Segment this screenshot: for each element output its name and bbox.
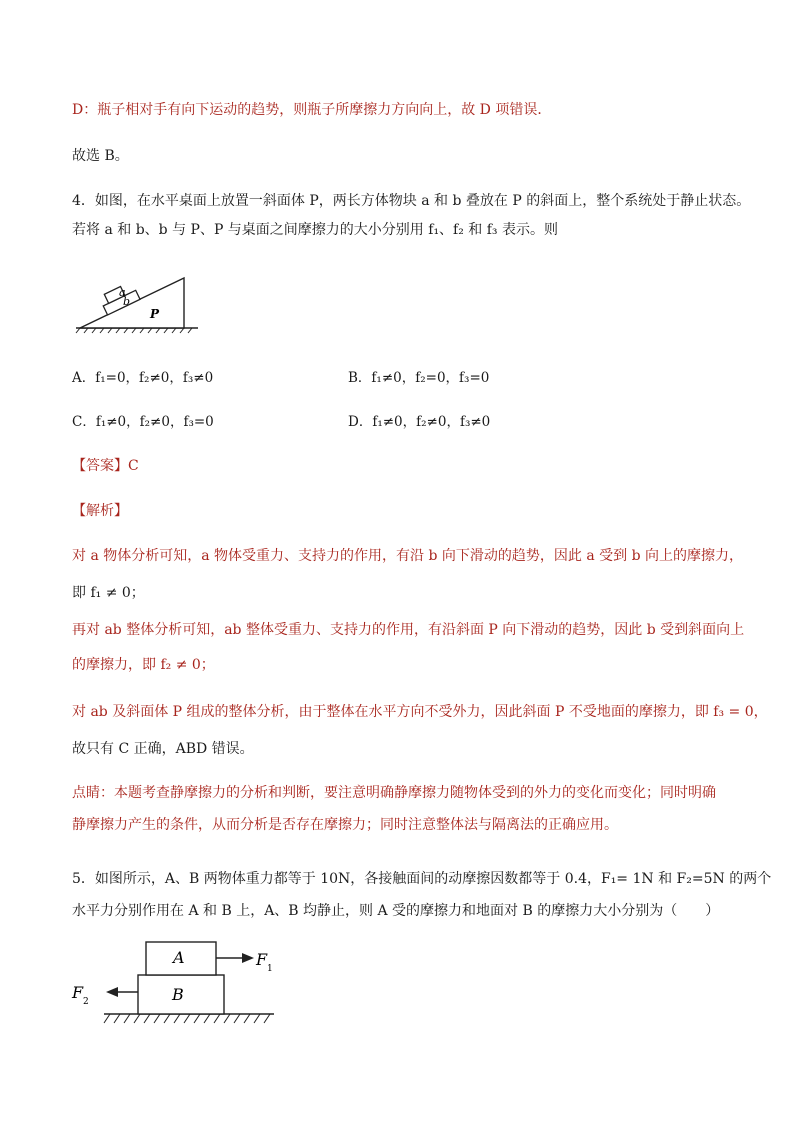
- q4-label-b: b: [123, 295, 131, 308]
- q4-analysis-line3: 再对 ab 整体分析可知，ab 整体受重力、支持力的作用，有沿斜面 P 向下滑动的趋势，因此 b 受到斜面向上: [72, 622, 745, 638]
- q5-label-f1-sub: 1: [267, 964, 273, 974]
- q5-blocks-figure: [70, 935, 280, 1030]
- q5-label-a: A: [173, 948, 185, 967]
- q4-analysis-heading: 【解析】: [72, 503, 128, 519]
- q5-label-f2-sub: 2: [83, 997, 89, 1007]
- prev-conclusion-text: 故选 B。: [72, 148, 129, 164]
- q4-analysis-line6: 故只有 C 正确，ABD 错误。: [72, 741, 254, 757]
- q5-f2-arrowhead: [106, 987, 118, 997]
- q4-answer: 【答案】C: [72, 458, 139, 474]
- q4-option-a: A．f₁=0，f₂≠0，f₃≠0: [72, 370, 214, 386]
- q5-stem-line2: 水平力分别作用在 A 和 B 上，A、B 均静止，则 A 受的摩擦力和地面对 B 的摩擦力大小分别为（ ）: [72, 903, 720, 919]
- q4-analysis-line4: 的摩擦力，即 f₂ ≠ 0；: [72, 657, 215, 673]
- q4-comment-line1: 点睛：本题考查静摩擦力的分析和判断，要注意明确静摩擦力随物体受到的外力的变化而变化；同时明确: [72, 785, 716, 801]
- q4-option-d: D．f₁≠0，f₂≠0，f₃≠0: [348, 414, 491, 430]
- prev-option-d-text: D：瓶子相对手有向下运动的趋势，则瓶子所摩擦力方向向上，故 D 项错误．: [72, 102, 552, 118]
- q5-label-f1: F: [256, 950, 268, 969]
- q5-f1-arrowhead: [242, 953, 254, 963]
- q5-label-b: B: [172, 985, 184, 1004]
- q4-label-a: a: [119, 286, 126, 299]
- q4-label-p: P: [150, 307, 160, 321]
- q4-option-c: C．f₁≠0，f₂≠0，f₃=0: [72, 414, 214, 430]
- q4-stem-line1: 4．如图，在水平桌面上放置一斜面体 P，两长方体物块 a 和 b 叠放在 P 的斜面上，整个系统处于静止状态。: [72, 193, 751, 209]
- q5-stem-line1: 5．如图所示，A、B 两物体重力都等于 10N，各接触面间的动摩擦因数都等于 0.4，F₁= 1N 和 F₂=5N 的两个: [72, 871, 772, 887]
- q4-analysis-line2: 即 f₁ ≠ 0；: [72, 585, 145, 601]
- q4-incline-figure: [72, 268, 202, 334]
- q5-label-f2: F: [72, 983, 84, 1002]
- q4-analysis-line5: 对 ab 及斜面体 P 组成的整体分析，由于整体在水平方向不受外力，因此斜面 P 不受地面的摩擦力，即 f₃ = 0，: [72, 704, 768, 720]
- q4-stem-line2: 若将 a 和 b、b 与 P、P 与桌面之间摩擦力的大小分别用 f₁、f₂ 和 f₃ 表示。则: [72, 222, 558, 238]
- q4-analysis-line1: 对 a 物体分析可知，a 物体受重力、支持力的作用，有沿 b 向下滑动的趋势，因此 a 受到 b 向上的摩擦力，: [72, 548, 744, 564]
- q4-option-b: B．f₁≠0，f₂=0，f₃=0: [348, 370, 490, 386]
- q4-comment-line2: 静摩擦力产生的条件，从而分析是否存在摩擦力；同时注意整体法与隔离法的正确应用。: [72, 817, 618, 833]
